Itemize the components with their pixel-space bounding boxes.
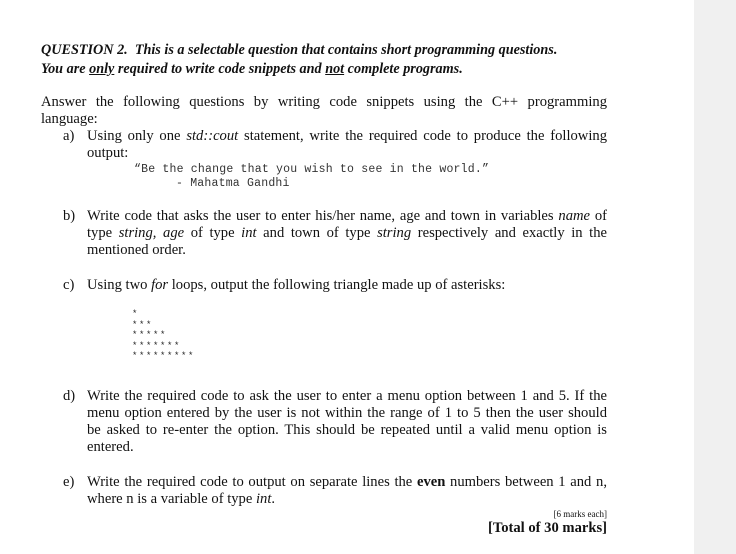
question-d-line-2: menu option entered by the user is not within the range of 1 to 5 then the user should [87,405,607,421]
question-b-label: b) [63,208,76,224]
question-b-line-1: Write code that asks the user to enter his/her name, age and town in variables name of [87,208,607,224]
triangle-row: ********* [132,351,196,361]
code-quote-line: “Be the change that you wish to see in the world.” [134,163,490,176]
triangle-row: * [132,309,140,319]
triangle-row: ***** [132,330,168,340]
question-e-line-1: Write the required code to output on separate lines the even numbers between 1 and n, [87,474,607,490]
question-d-line-3: be asked to re-enter the option. This should be repeated until a valid menu option is [87,422,607,438]
question-d-line-1: Write the required code to ask the user to enter a menu option between 1 and 5. If the [87,388,607,404]
question-d-label: d) [63,388,76,404]
code-author-line: - Mahatma Gandhi [176,177,290,190]
question-d-line-4: entered. [87,439,134,455]
question-heading [41,41,607,59]
triangle-row: *** [132,319,154,330]
question-description: This is a selectable question that contains short programming questions. [134,42,558,58]
asterisk-triangle [132,309,195,362]
question-b-line-3: mentioned order. [87,242,186,258]
question-e-line-2: where n is a variable of type int. [87,491,276,507]
total-marks: [Total of 30 marks] [487,520,607,536]
question-instruction: You are only required to write code snippets and not complete programs. [41,61,463,77]
question-a-label: a) [63,128,75,144]
question-label: QUESTION 2. [41,42,128,58]
marks-each: [6 marks each] [553,509,607,519]
emphasis-only: only [89,61,115,77]
page-margin [694,0,736,554]
intro-line-1: Answer the following questions by writing code snippets using the C++ programming [41,94,607,110]
question-a-line-1: Using only one std::cout statement, write the required code to produce the following [87,128,607,144]
question-a-line-2: output: [87,145,129,161]
emphasis-not: not [325,61,345,77]
question-e-label: e) [63,474,75,490]
question-c-text: Using two for loops, output the following triangle made up of asterisks: [87,277,506,293]
question-c-label: c) [63,277,75,293]
intro-line-2: language: [41,111,98,127]
triangle-row: ******* [132,340,182,351]
question-b-line-2: type string, age of type int and town of type string respectively and exactly in the [87,225,607,241]
